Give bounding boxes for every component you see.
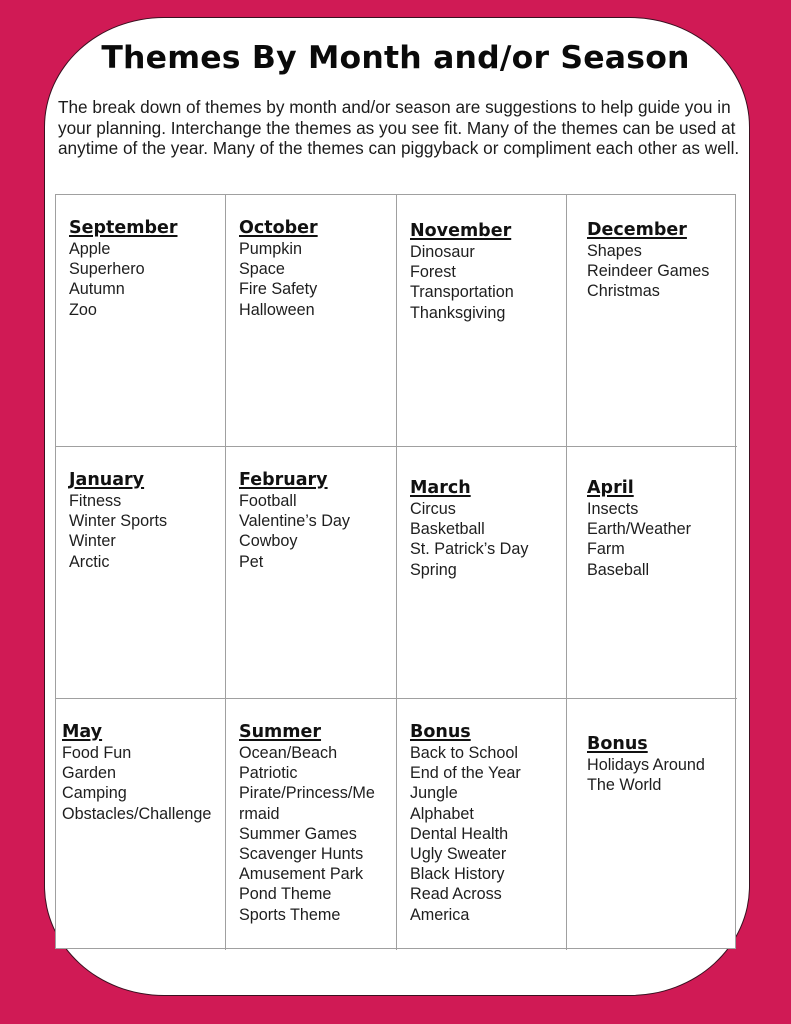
theme-item: St. Patrick’s Day [410,540,529,559]
month-heading: Bonus [410,722,471,742]
theme-item: Pet [239,552,264,571]
theme-item: Black History [410,865,505,884]
theme-item: Thanksgiving [410,303,506,322]
theme-list [587,755,733,795]
theme-item: Garden [62,764,116,783]
cell-april [567,447,737,699]
theme-item: Pond Theme [239,885,332,904]
theme-item: Christmas [587,282,660,301]
theme-item: Basketball [410,520,485,539]
theme-item: Fitness [69,492,122,510]
theme-item: Read Across [410,885,502,904]
theme-list [69,239,221,320]
theme-item: Shapes [587,242,642,260]
theme-list [587,241,733,302]
intro-paragraph: The break down of themes by month and/or season are suggestions to help guide you in your planning. Interchange the themes as you see fit. Many of the themes can be used at anytime of the year. Many of the themes can piggyback or compliment each other as well. [58,97,740,159]
theme-item: Summer Games [239,824,357,843]
month-heading: November [410,221,512,241]
theme-item: Food Fun [62,744,132,762]
theme-list [62,743,221,824]
cell-february [226,447,397,699]
theme-item: Fire Safety [239,280,318,299]
theme-item: Amusement Park [239,865,364,884]
theme-list [410,743,562,925]
theme-item: Superhero [69,260,145,279]
cell-september [56,195,226,447]
theme-list [587,499,733,580]
theme-item: Scavenger Hunts [239,845,364,864]
theme-item: Forest [410,263,456,282]
month-heading: March [410,478,471,498]
theme-item: Patriotic [239,764,298,783]
theme-list [410,499,562,580]
theme-item: Apple [69,240,111,258]
theme-item: Holidays Around [587,756,705,774]
month-heading: April [587,478,634,498]
cell-bonus-2 [567,699,737,950]
theme-item: Baseball [587,560,650,579]
theme-item: The World [587,776,662,795]
cell-bonus-1 [397,699,567,950]
theme-item: Circus [410,500,456,518]
theme-item: Winter [69,532,116,551]
theme-item: Alphabet [410,804,474,823]
theme-item: Halloween [239,300,315,319]
theme-list [410,242,562,323]
page-title: Themes By Month and/or Season [101,40,690,76]
theme-item: Sports Theme [239,905,341,924]
cell-october [226,195,397,447]
theme-item: Camping [62,784,127,803]
theme-list [239,491,392,572]
theme-list [239,743,392,925]
theme-item: Spring [410,560,457,579]
cell-december [567,195,737,447]
theme-item: Ugly Sweater [410,845,507,864]
cell-summer [226,699,397,950]
theme-item: Dinosaur [410,243,475,261]
month-heading: October [239,218,318,238]
theme-list [239,239,392,320]
month-heading: May [62,722,103,742]
theme-item: Earth/Weather [587,520,692,539]
theme-item: Insects [587,500,639,518]
theme-item: rmaid [239,804,280,823]
theme-item: Ocean/Beach [239,744,338,762]
theme-item: Winter Sports [69,512,168,531]
theme-item: Autumn [69,280,125,299]
theme-item: End of the Year [410,764,521,783]
theme-list [69,491,221,572]
theme-item: Pumpkin [239,240,302,258]
theme-item: Jungle [410,784,458,803]
theme-item: Space [239,260,285,279]
month-heading: September [69,218,178,238]
theme-item: Dental Health [410,824,509,843]
theme-item: Pirate/Princess/Me [239,784,375,803]
theme-item: Farm [587,540,625,559]
theme-item: Obstacles/Challenge [62,804,212,823]
month-heading: February [239,470,328,490]
theme-item: Zoo [69,300,97,319]
month-heading: Summer [239,722,322,742]
theme-item: Arctic [69,552,110,571]
month-heading: January [69,470,145,490]
theme-item: Transportation [410,283,514,302]
themes-table [55,194,736,949]
cell-january [56,447,226,699]
month-heading: Bonus [587,734,648,754]
theme-item: Reindeer Games [587,262,710,281]
cell-may [56,699,226,950]
theme-item: Football [239,492,297,510]
theme-item: Valentine’s Day [239,512,350,531]
month-heading: December [587,220,687,240]
theme-item: Back to School [410,744,518,762]
theme-item: America [410,905,470,924]
cell-march [397,447,567,699]
theme-item: Cowboy [239,532,298,551]
cell-november [397,195,567,447]
